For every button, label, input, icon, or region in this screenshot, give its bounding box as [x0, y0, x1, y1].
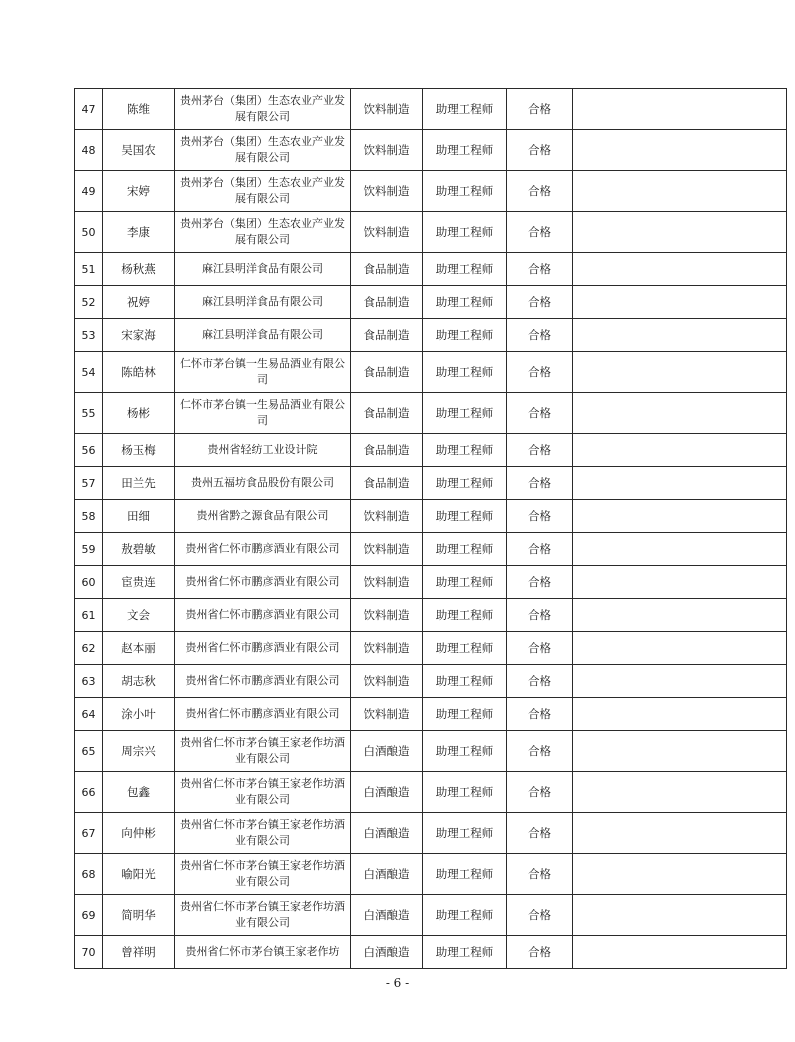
company-cell: 麻江县明洋食品有限公司	[175, 319, 351, 352]
result-cell: 合格	[507, 698, 573, 731]
name-cell: 宋婷	[103, 171, 175, 212]
major-cell: 食品制造	[351, 434, 423, 467]
note-cell	[573, 352, 787, 393]
table-row	[75, 130, 787, 171]
serial-number-cell: 52	[75, 286, 103, 319]
major-cell: 饮料制造	[351, 665, 423, 698]
title-cell: 助理工程师	[423, 533, 507, 566]
serial-number-cell: 65	[75, 731, 103, 772]
company-cell: 仁怀市茅台镇一生易品酒业有限公司	[175, 393, 351, 434]
result-cell: 合格	[507, 286, 573, 319]
note-cell	[573, 813, 787, 854]
table-row	[75, 854, 787, 895]
major-cell: 饮料制造	[351, 171, 423, 212]
major-cell: 食品制造	[351, 253, 423, 286]
name-cell: 涂小叶	[103, 698, 175, 731]
serial-number-cell: 66	[75, 772, 103, 813]
name-cell: 宦贵连	[103, 566, 175, 599]
name-cell: 周宗兴	[103, 731, 175, 772]
title-cell: 助理工程师	[423, 698, 507, 731]
name-cell: 胡志秋	[103, 665, 175, 698]
serial-number-cell: 54	[75, 352, 103, 393]
major-cell: 白酒酿造	[351, 854, 423, 895]
result-cell: 合格	[507, 171, 573, 212]
company-cell: 贵州省轻纺工业设计院	[175, 434, 351, 467]
table-row	[75, 599, 787, 632]
title-cell: 助理工程师	[423, 171, 507, 212]
note-cell	[573, 566, 787, 599]
name-cell: 喻阳光	[103, 854, 175, 895]
name-cell: 吴国农	[103, 130, 175, 171]
company-cell: 贵州茅台（集团）生态农业产业发展有限公司	[175, 212, 351, 253]
title-cell: 助理工程师	[423, 352, 507, 393]
title-cell: 助理工程师	[423, 813, 507, 854]
serial-number-cell: 63	[75, 665, 103, 698]
company-cell: 贵州省仁怀市茅台镇王家老作坊酒业有限公司	[175, 772, 351, 813]
title-cell: 助理工程师	[423, 286, 507, 319]
serial-number-cell: 61	[75, 599, 103, 632]
table-row	[75, 393, 787, 434]
table-row	[75, 632, 787, 665]
table-row	[75, 533, 787, 566]
company-cell: 贵州省黔之源食品有限公司	[175, 500, 351, 533]
note-cell	[573, 393, 787, 434]
title-cell: 助理工程师	[423, 319, 507, 352]
company-cell: 贵州茅台（集团）生态农业产业发展有限公司	[175, 130, 351, 171]
table-row	[75, 698, 787, 731]
serial-number-cell: 48	[75, 130, 103, 171]
table-row	[75, 936, 787, 969]
serial-number-cell: 47	[75, 89, 103, 130]
note-cell	[573, 171, 787, 212]
name-cell: 陈维	[103, 89, 175, 130]
name-cell: 田兰先	[103, 467, 175, 500]
title-cell: 助理工程师	[423, 632, 507, 665]
result-cell: 合格	[507, 500, 573, 533]
result-cell: 合格	[507, 319, 573, 352]
company-cell: 贵州省仁怀市鹏彦酒业有限公司	[175, 698, 351, 731]
serial-number-cell: 55	[75, 393, 103, 434]
note-cell	[573, 286, 787, 319]
serial-number-cell: 60	[75, 566, 103, 599]
table-row	[75, 171, 787, 212]
serial-number-cell: 56	[75, 434, 103, 467]
table-row	[75, 319, 787, 352]
result-cell: 合格	[507, 253, 573, 286]
result-cell: 合格	[507, 772, 573, 813]
name-cell: 曾祥明	[103, 936, 175, 969]
result-cell: 合格	[507, 212, 573, 253]
note-cell	[573, 854, 787, 895]
major-cell: 食品制造	[351, 352, 423, 393]
company-cell: 仁怀市茅台镇一生易品酒业有限公司	[175, 352, 351, 393]
note-cell	[573, 89, 787, 130]
table-row	[75, 253, 787, 286]
serial-number-cell: 58	[75, 500, 103, 533]
result-cell: 合格	[507, 130, 573, 171]
company-cell: 贵州茅台（集团）生态农业产业发展有限公司	[175, 89, 351, 130]
company-cell: 贵州省仁怀市鹏彦酒业有限公司	[175, 632, 351, 665]
results-table	[74, 88, 787, 969]
serial-number-cell: 57	[75, 467, 103, 500]
result-cell: 合格	[507, 895, 573, 936]
company-cell: 贵州五福坊食品股份有限公司	[175, 467, 351, 500]
serial-number-cell: 64	[75, 698, 103, 731]
title-cell: 助理工程师	[423, 434, 507, 467]
title-cell: 助理工程师	[423, 500, 507, 533]
major-cell: 饮料制造	[351, 533, 423, 566]
result-cell: 合格	[507, 599, 573, 632]
note-cell	[573, 533, 787, 566]
serial-number-cell: 67	[75, 813, 103, 854]
note-cell	[573, 434, 787, 467]
major-cell: 饮料制造	[351, 130, 423, 171]
serial-number-cell: 62	[75, 632, 103, 665]
major-cell: 饮料制造	[351, 599, 423, 632]
major-cell: 食品制造	[351, 286, 423, 319]
table-row	[75, 665, 787, 698]
note-cell	[573, 632, 787, 665]
serial-number-cell: 69	[75, 895, 103, 936]
major-cell: 饮料制造	[351, 89, 423, 130]
major-cell: 食品制造	[351, 467, 423, 500]
major-cell: 白酒酿造	[351, 936, 423, 969]
major-cell: 饮料制造	[351, 500, 423, 533]
table-row	[75, 500, 787, 533]
major-cell: 饮料制造	[351, 212, 423, 253]
note-cell	[573, 253, 787, 286]
serial-number-cell: 68	[75, 854, 103, 895]
company-cell: 麻江县明洋食品有限公司	[175, 286, 351, 319]
table-row	[75, 895, 787, 936]
table-row	[75, 89, 787, 130]
note-cell	[573, 698, 787, 731]
title-cell: 助理工程师	[423, 665, 507, 698]
note-cell	[573, 599, 787, 632]
company-cell: 贵州省仁怀市茅台镇王家老作坊酒业有限公司	[175, 813, 351, 854]
title-cell: 助理工程师	[423, 854, 507, 895]
title-cell: 助理工程师	[423, 936, 507, 969]
note-cell	[573, 212, 787, 253]
table-body	[75, 89, 787, 969]
result-cell: 合格	[507, 854, 573, 895]
table-row	[75, 434, 787, 467]
table-row	[75, 212, 787, 253]
name-cell: 杨秋燕	[103, 253, 175, 286]
note-cell	[573, 665, 787, 698]
name-cell: 敖碧敏	[103, 533, 175, 566]
name-cell: 杨玉梅	[103, 434, 175, 467]
note-cell	[573, 130, 787, 171]
title-cell: 助理工程师	[423, 599, 507, 632]
name-cell: 向仲彬	[103, 813, 175, 854]
company-cell: 贵州省仁怀市鹏彦酒业有限公司	[175, 566, 351, 599]
result-cell: 合格	[507, 467, 573, 500]
table-row	[75, 352, 787, 393]
major-cell: 食品制造	[351, 319, 423, 352]
serial-number-cell: 53	[75, 319, 103, 352]
major-cell: 白酒酿造	[351, 772, 423, 813]
title-cell: 助理工程师	[423, 566, 507, 599]
name-cell: 文会	[103, 599, 175, 632]
company-cell: 贵州省仁怀市鹏彦酒业有限公司	[175, 599, 351, 632]
note-cell	[573, 731, 787, 772]
company-cell: 贵州省仁怀市鹏彦酒业有限公司	[175, 665, 351, 698]
table-row	[75, 467, 787, 500]
major-cell: 饮料制造	[351, 566, 423, 599]
company-cell: 贵州省仁怀市茅台镇王家老作坊酒业有限公司	[175, 731, 351, 772]
table-row	[75, 813, 787, 854]
serial-number-cell: 49	[75, 171, 103, 212]
result-cell: 合格	[507, 434, 573, 467]
major-cell: 白酒酿造	[351, 895, 423, 936]
title-cell: 助理工程师	[423, 253, 507, 286]
title-cell: 助理工程师	[423, 467, 507, 500]
major-cell: 白酒酿造	[351, 731, 423, 772]
title-cell: 助理工程师	[423, 393, 507, 434]
company-cell: 贵州省仁怀市茅台镇王家老作坊酒业有限公司	[175, 854, 351, 895]
note-cell	[573, 936, 787, 969]
name-cell: 赵本丽	[103, 632, 175, 665]
name-cell: 杨彬	[103, 393, 175, 434]
table-row	[75, 286, 787, 319]
company-cell: 贵州省仁怀市茅台镇王家老作坊	[175, 936, 351, 969]
serial-number-cell: 70	[75, 936, 103, 969]
result-cell: 合格	[507, 89, 573, 130]
company-cell: 贵州省仁怀市鹏彦酒业有限公司	[175, 533, 351, 566]
title-cell: 助理工程师	[423, 212, 507, 253]
page-number: - 6 -	[385, 976, 410, 990]
note-cell	[573, 319, 787, 352]
result-cell: 合格	[507, 731, 573, 772]
title-cell: 助理工程师	[423, 731, 507, 772]
company-cell: 麻江县明洋食品有限公司	[175, 253, 351, 286]
result-cell: 合格	[507, 533, 573, 566]
note-cell	[573, 895, 787, 936]
note-cell	[573, 467, 787, 500]
name-cell: 陈皓林	[103, 352, 175, 393]
serial-number-cell: 51	[75, 253, 103, 286]
company-cell: 贵州茅台（集团）生态农业产业发展有限公司	[175, 171, 351, 212]
title-cell: 助理工程师	[423, 895, 507, 936]
name-cell: 田细	[103, 500, 175, 533]
serial-number-cell: 50	[75, 212, 103, 253]
major-cell: 饮料制造	[351, 632, 423, 665]
company-cell: 贵州省仁怀市茅台镇王家老作坊酒业有限公司	[175, 895, 351, 936]
name-cell: 祝婷	[103, 286, 175, 319]
result-cell: 合格	[507, 566, 573, 599]
title-cell: 助理工程师	[423, 89, 507, 130]
name-cell: 李康	[103, 212, 175, 253]
name-cell: 宋家海	[103, 319, 175, 352]
result-cell: 合格	[507, 665, 573, 698]
result-cell: 合格	[507, 393, 573, 434]
major-cell: 饮料制造	[351, 698, 423, 731]
name-cell: 简明华	[103, 895, 175, 936]
result-cell: 合格	[507, 813, 573, 854]
result-cell: 合格	[507, 632, 573, 665]
major-cell: 食品制造	[351, 393, 423, 434]
serial-number-cell: 59	[75, 533, 103, 566]
name-cell: 包鑫	[103, 772, 175, 813]
major-cell: 白酒酿造	[351, 813, 423, 854]
title-cell: 助理工程师	[423, 130, 507, 171]
table-row	[75, 566, 787, 599]
result-cell: 合格	[507, 936, 573, 969]
note-cell	[573, 772, 787, 813]
note-cell	[573, 500, 787, 533]
table-row	[75, 772, 787, 813]
title-cell: 助理工程师	[423, 772, 507, 813]
table-row	[75, 731, 787, 772]
result-cell: 合格	[507, 352, 573, 393]
